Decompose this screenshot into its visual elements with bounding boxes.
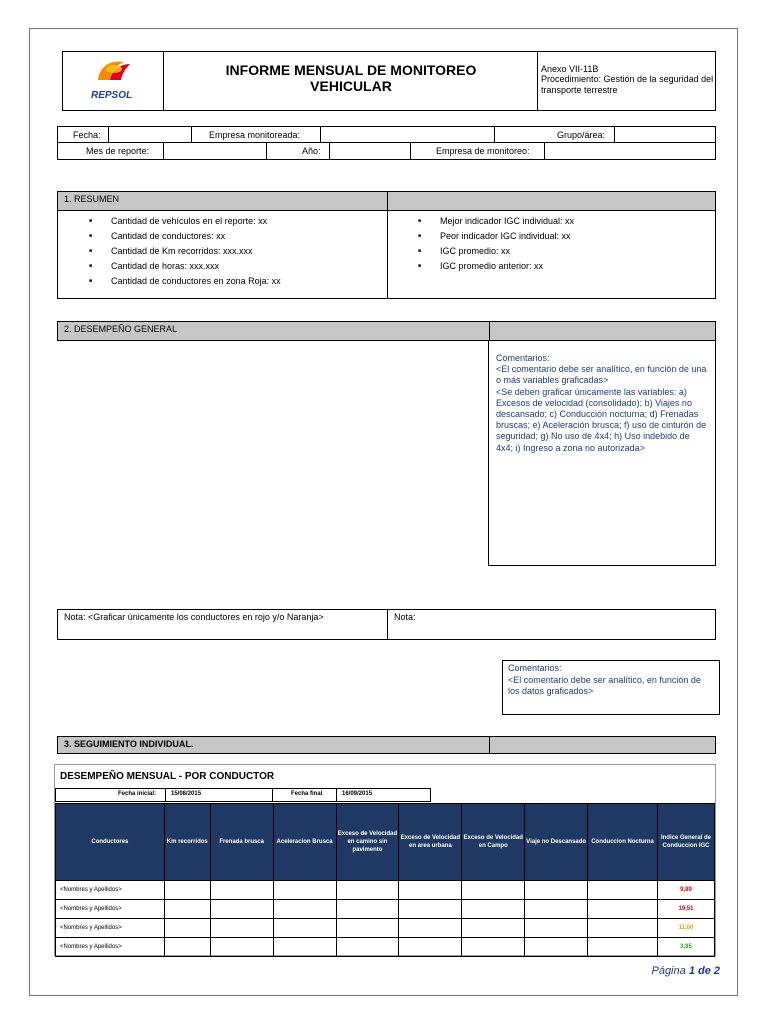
page-number [620, 965, 720, 977]
col-header: Aceleracion Brusca [273, 804, 336, 881]
desempeno-comments-box [488, 340, 716, 566]
table-cell[interactable] [336, 919, 399, 938]
desempeno-title: 2. DESEMPEÑO GENERAL [64, 324, 178, 334]
grupo-area-field[interactable] [614, 127, 715, 142]
table-cell[interactable] [399, 938, 462, 957]
note-right: Nota: [394, 612, 416, 622]
comments2-text: Comentarios: <El comentario debe ser analítico, en función de los datos graficados> [508, 663, 701, 696]
list-item: ■ Cantidad de vehículos en el reporte: xx [89, 214, 379, 229]
driver-name: <Nombres y Apellidos> [56, 881, 165, 900]
igc-value: 19,51 [657, 900, 714, 919]
page-count: 1 de 2 [688, 965, 720, 977]
table-cell[interactable] [462, 919, 525, 938]
empresa-monitoreada-field[interactable] [320, 127, 495, 142]
list-item: ■ IGC promedio anterior: xx [418, 259, 708, 274]
table-header-row [56, 804, 715, 881]
mes-reporte-label: Mes de reporte: [86, 146, 150, 156]
list-item: ■ Cantidad de Km recorridos: xxx.xxx [89, 244, 379, 259]
table-cell[interactable] [164, 938, 210, 957]
fecha-inicial-label: Fecha inicial: [118, 791, 157, 797]
table-cell[interactable] [273, 938, 336, 957]
resumen-header [57, 191, 716, 211]
annex-label: Anexo VII-11B [541, 64, 599, 74]
table-cell[interactable] [588, 938, 658, 957]
resumen-header-divider [387, 192, 388, 210]
col-header: Viaje no Descansado [525, 804, 588, 881]
table-cell[interactable] [164, 900, 210, 919]
document-title: INFORME MENSUAL DE MONITOREO VEHICULAR [225, 62, 477, 94]
empresa-monitoreo-field[interactable] [544, 143, 715, 159]
table-cell[interactable] [399, 900, 462, 919]
date-row [55, 788, 431, 802]
table-cell[interactable] [399, 919, 462, 938]
resumen-title: 1. RESUMEN [64, 194, 120, 204]
driver-name: <Nombres y Apellidos> [56, 938, 165, 957]
table-cell[interactable] [588, 881, 658, 900]
table-cell[interactable] [164, 881, 210, 900]
seguimiento-header-divider [489, 737, 490, 753]
table-row [56, 900, 715, 919]
table-row [56, 919, 715, 938]
fecha-field[interactable] [108, 127, 192, 142]
col-header: Conductores [56, 804, 165, 881]
list-item: ■ Cantidad de conductores en zona Roja: xx [89, 274, 379, 289]
seguimiento-title: 3. SEGUIMIENTO INDIVIDUAL. [64, 739, 194, 749]
resumen-body [57, 210, 716, 299]
fecha-final-value-cell[interactable] [336, 789, 430, 801]
igc-value: 9,89 [657, 881, 714, 900]
fecha-label: Fecha: [73, 130, 101, 140]
table-row [56, 938, 715, 957]
fecha-inicial-value-cell[interactable] [165, 789, 273, 801]
table-cell[interactable] [462, 881, 525, 900]
fecha-final-value: 16/09/2015 [342, 791, 373, 797]
table-cell[interactable] [336, 881, 399, 900]
table-cell[interactable] [210, 938, 273, 957]
list-item: ■ IGC promedio: xx [418, 244, 708, 259]
header-box [62, 51, 716, 111]
resumen-divider [387, 211, 388, 298]
table-cell[interactable] [210, 900, 273, 919]
driver-table [55, 803, 715, 957]
col-header: Exceso de Velocidad en Campo [462, 804, 525, 881]
table-cell[interactable] [273, 919, 336, 938]
logo-cell [63, 52, 164, 110]
list-item: ■ Peor indicador IGC individual: xx [418, 229, 708, 244]
list-item: ■ Cantidad de horas: xxx.xxx [89, 259, 379, 274]
driver-name: <Nombres y Apellidos> [56, 919, 165, 938]
note-left: Nota: <Graficar únicamente los conductores en rojo y/o Naranja> [64, 612, 324, 622]
table-cell[interactable] [462, 938, 525, 957]
notes-divider [387, 610, 388, 639]
table-cell[interactable] [525, 900, 588, 919]
table-cell[interactable] [273, 881, 336, 900]
desempeno-comments-text: Comentarios: <El comentario debe ser analítico, en función de una o más variables graficadas> <Se deben graficar únicamente las variables: a) Excesos de velocidad (consolidado); b) Viajes no descansado; c) Conducción nocturna; d) Frenadas bruscas; e) Aceleración brusca; f) uso de cinturón de seguridad; g) No uso de 4x4; h) Uso indebido de 4x4; i) Ingreso a zona no autorizada> [496, 353, 707, 453]
table-cell[interactable] [588, 919, 658, 938]
table-cell[interactable] [336, 900, 399, 919]
procedure-label: Procedimiento: Gestión de la seguridad del transporte terrestre [541, 74, 714, 95]
anio-field[interactable] [329, 143, 411, 159]
grupo-area-label: Grupo/área: [557, 130, 606, 140]
notes-row [57, 609, 716, 640]
page-label: Página [651, 965, 686, 977]
col-header: Conduccion Nocturna [588, 804, 658, 881]
col-header: Exceso de Velocidad en camino sin pavimento [336, 804, 399, 881]
comments2-box [502, 660, 720, 715]
col-header: Frenada brusca [210, 804, 273, 881]
igc-value: 3,85 [657, 938, 714, 957]
fields-row-1 [57, 126, 716, 143]
anio-label: Año: [302, 146, 321, 156]
list-item: ■ Cantidad de conductores: xx [89, 229, 379, 244]
empresa-monitoreada-label: Empresa monitoreada: [209, 130, 301, 140]
table-cell[interactable] [164, 919, 210, 938]
table-cell[interactable] [525, 938, 588, 957]
desempeno-header-divider [489, 322, 490, 340]
fecha-final-label: Fecha final [291, 791, 323, 797]
table-cell[interactable] [399, 881, 462, 900]
list-item: ■ Mejor indicador IGC individual: xx [418, 214, 708, 229]
col-header: Exceso de Velocidad en area urbana [399, 804, 462, 881]
table-cell[interactable] [273, 900, 336, 919]
header-info-cell [537, 52, 715, 110]
fecha-inicial-value: 15/08/2015 [171, 791, 202, 797]
table-cell[interactable] [525, 881, 588, 900]
driver-name: <Nombres y Apellidos> [56, 900, 165, 919]
table-cell[interactable] [336, 938, 399, 957]
table-row [56, 881, 715, 900]
table-cell[interactable] [588, 900, 658, 919]
igc-value: 11,00 [657, 919, 714, 938]
col-header: Km recorridos [164, 804, 210, 881]
fields-row-2 [57, 143, 716, 160]
resumen-right-list [418, 214, 708, 274]
table-cell[interactable] [210, 919, 273, 938]
driver-table-title: DESEMPEÑO MENSUAL - POR CONDUCTOR [60, 771, 275, 782]
col-header: Indice General de Conduccion IGC [657, 804, 714, 881]
repsol-logo-icon [94, 58, 134, 86]
empresa-monitoreo-label: Empresa de monitoreo: [436, 146, 530, 156]
seguimiento-header [57, 736, 716, 754]
resumen-left-list [89, 214, 379, 289]
table-cell[interactable] [462, 900, 525, 919]
logo-text: REPSOL [91, 90, 133, 101]
table-cell[interactable] [525, 919, 588, 938]
mes-reporte-field[interactable] [163, 143, 267, 159]
desempeno-header [57, 321, 716, 341]
table-cell[interactable] [210, 881, 273, 900]
